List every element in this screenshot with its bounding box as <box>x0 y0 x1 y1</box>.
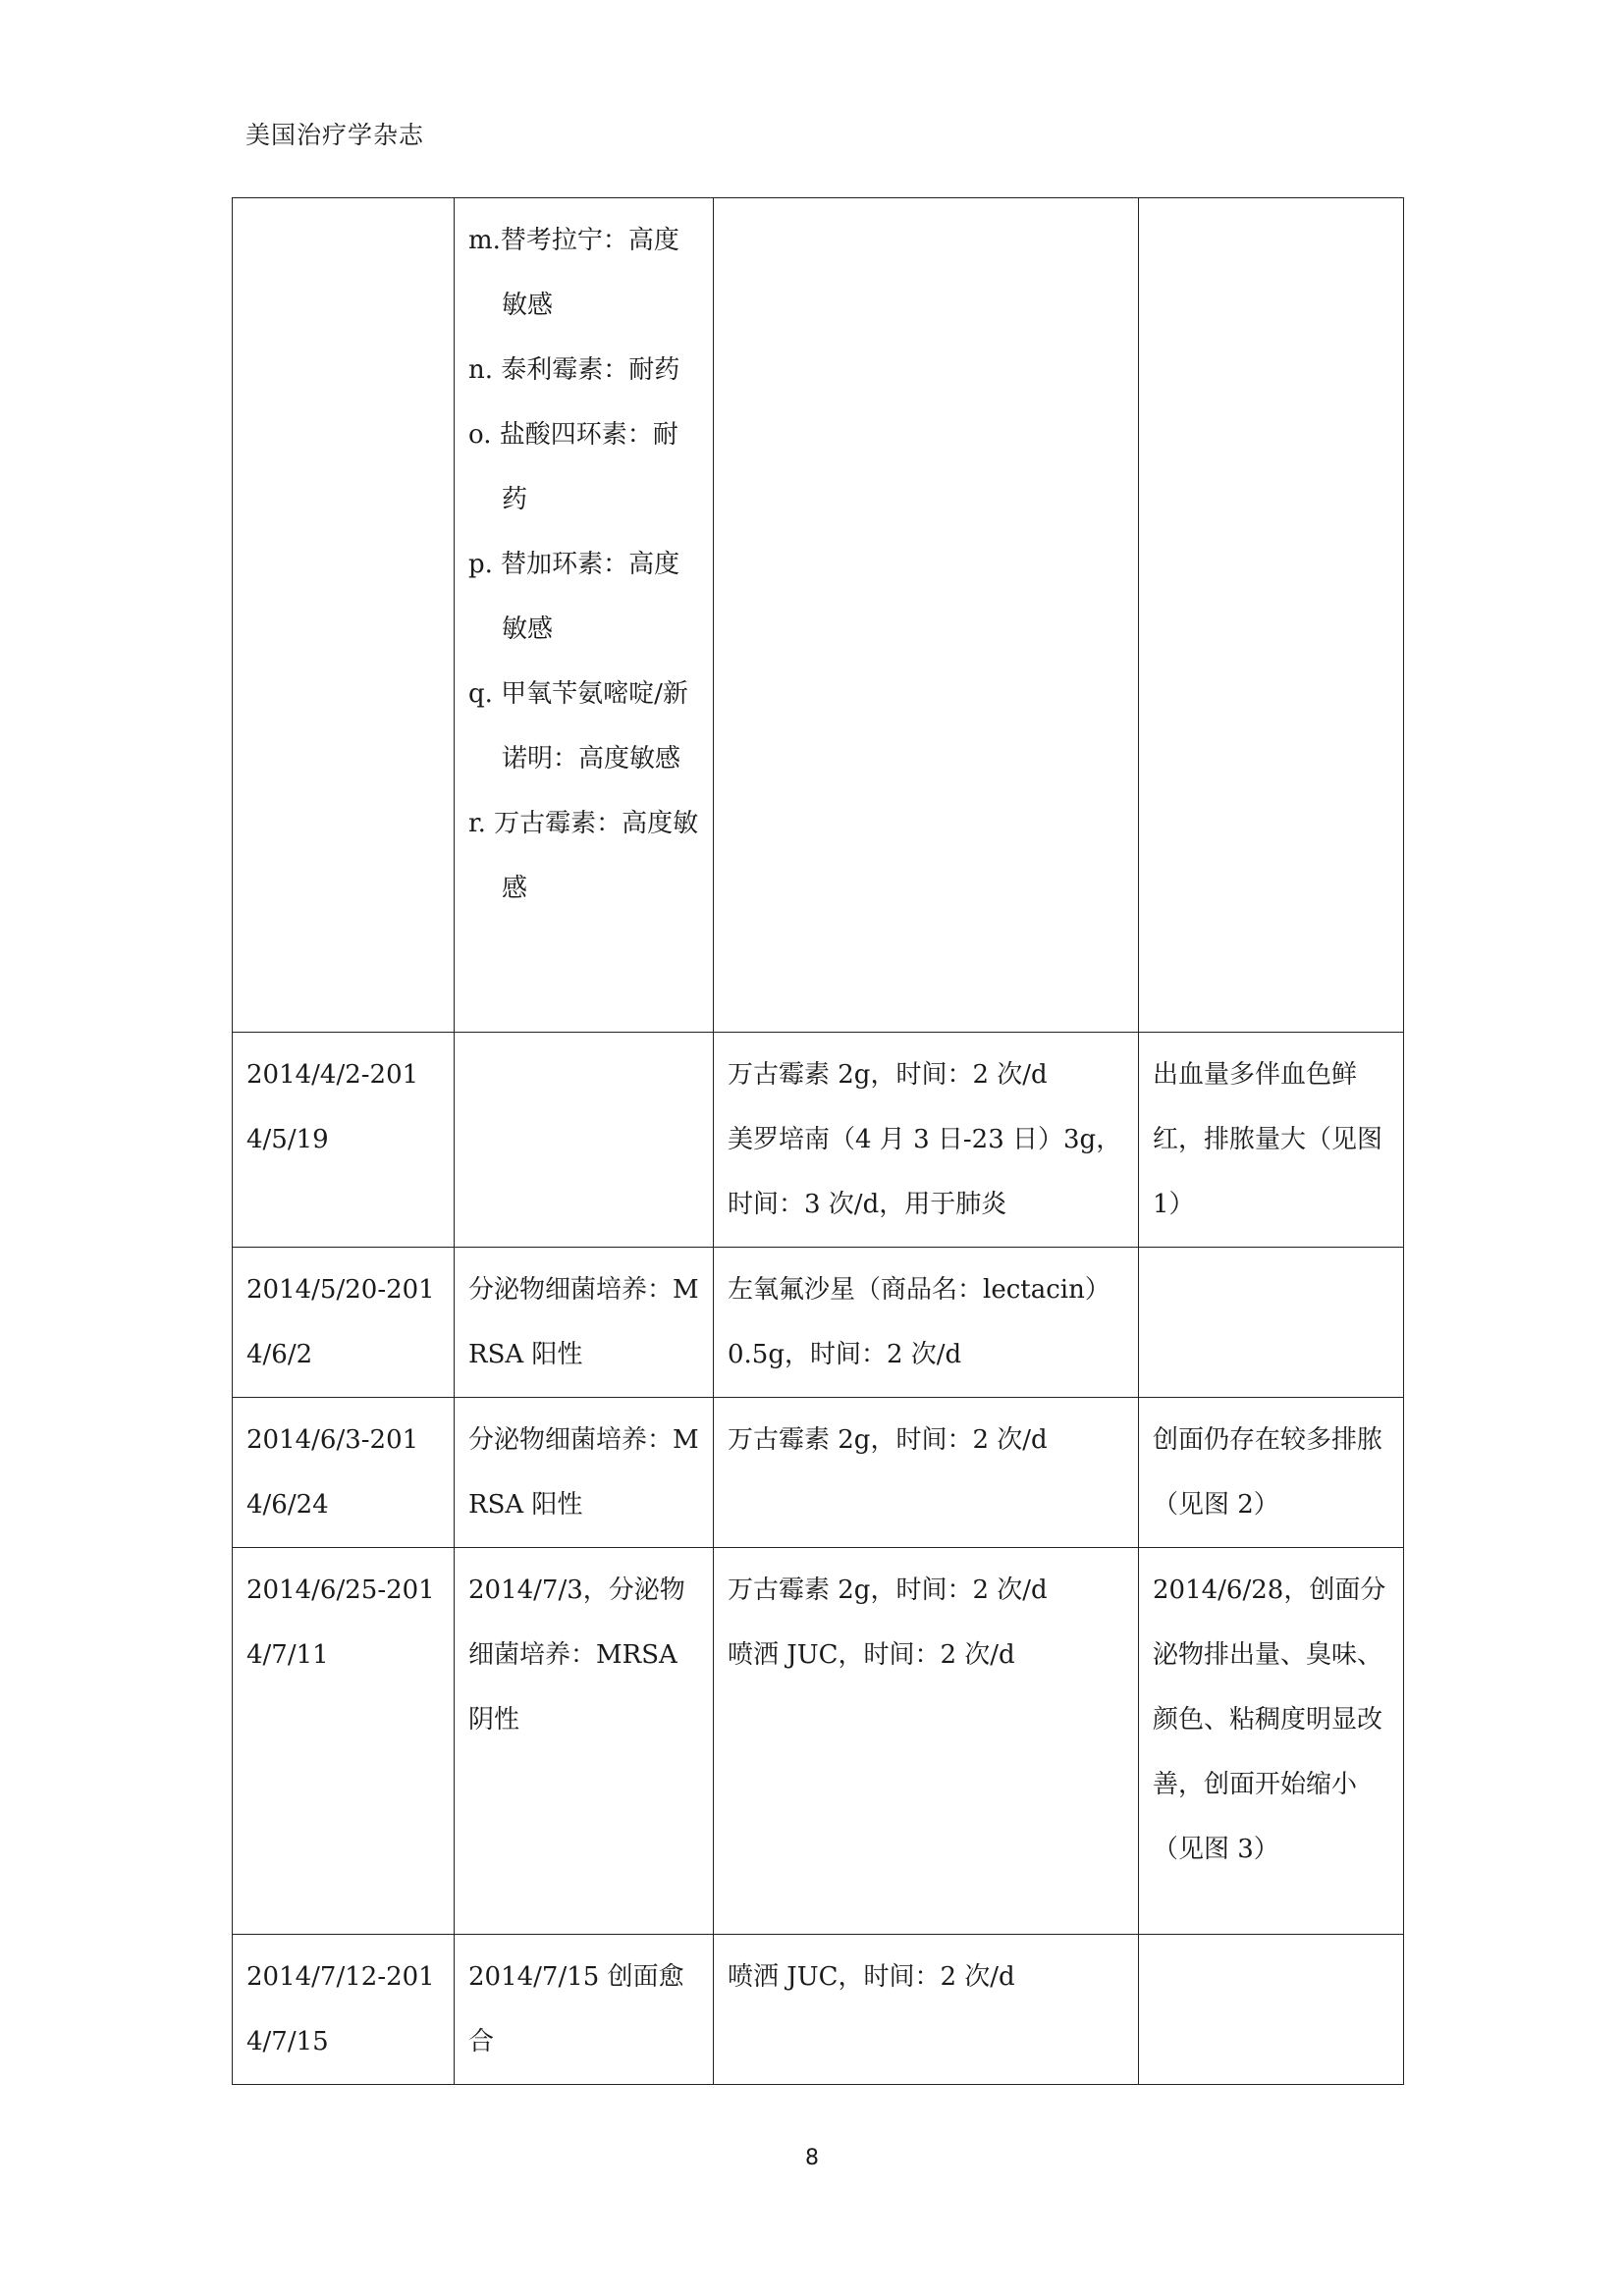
sensitivity-item: r. 万古霉素：高度敏感 <box>468 809 699 903</box>
outcome-cell <box>1139 198 1404 1033</box>
date-cell: 2014/6/25-2014/7/11 <box>233 1548 455 1935</box>
treatment-line: 左氧氟沙星（商品名：lectacin）0.5g，时间：2 次/d <box>728 1275 1110 1369</box>
treatment-cell <box>714 1548 1139 1935</box>
outcome-cell <box>1139 1935 1404 2085</box>
table-row <box>233 198 1404 1033</box>
culture-cell <box>455 1033 714 1248</box>
sensitivity-item: q. 甲氧苄氨嘧啶/新诺明：高度敏感 <box>468 679 688 774</box>
culture-cell: 分泌物细菌培养：MRSA 阳性 <box>455 1398 714 1548</box>
date-cell: 2014/7/12-2014/7/15 <box>233 1935 455 2085</box>
treatment-cell <box>714 198 1139 1033</box>
page-number: 8 <box>805 2146 819 2170</box>
treatment-cell <box>714 1935 1139 2085</box>
treatment-line: 喷洒 JUC，时间：2 次/d <box>728 1962 1015 1992</box>
outcome-cell: 出血量多伴血色鲜红，排脓量大（见图 1） <box>1139 1033 1404 1248</box>
treatment-line: 万古霉素 2g，时间：2 次/d <box>728 1425 1048 1455</box>
culture-cell <box>455 198 714 1033</box>
table-row <box>233 1548 1404 1935</box>
treatment-line: 喷洒 JUC，时间：2 次/d <box>728 1640 1015 1670</box>
table-row <box>233 1033 1404 1248</box>
culture-cell: 2014/7/15 创面愈合 <box>455 1935 714 2085</box>
journal-header: 美国治疗学杂志 <box>245 121 425 149</box>
date-cell: 2014/5/20-2014/6/2 <box>233 1248 455 1398</box>
table-row <box>233 1248 1404 1398</box>
sensitivity-item: p. 替加环素：高度敏感 <box>468 550 680 644</box>
treatment-cell <box>714 1033 1139 1248</box>
treatment-line: 万古霉素 2g，时间：2 次/d <box>728 1060 1048 1090</box>
treatment-table <box>232 197 1404 2085</box>
sensitivity-item: m.替考拉宁：高度敏感 <box>468 226 679 320</box>
date-cell <box>233 198 455 1033</box>
outcome-cell: 创面仍存在较多排脓（见图 2） <box>1139 1398 1404 1548</box>
sensitivity-item: n. 泰利霉素：耐药 <box>468 355 680 385</box>
outcome-cell <box>1139 1248 1404 1398</box>
table-row <box>233 1398 1404 1548</box>
treatment-line: 美罗培南（4 月 3 日-23 日）3g，时间：3 次/d，用于肺炎 <box>728 1125 1122 1219</box>
treatment-cell <box>714 1248 1139 1398</box>
outcome-cell: 2014/6/28，创面分泌物排出量、臭味、颜色、粘稠度明显改善，创面开始缩小（见图 3） <box>1139 1548 1404 1935</box>
culture-cell: 分泌物细菌培养：MRSA 阳性 <box>455 1248 714 1398</box>
culture-cell: 2014/7/3，分泌物细菌培养：MRSA 阴性 <box>455 1548 714 1935</box>
treatment-line: 万古霉素 2g，时间：2 次/d <box>728 1575 1048 1605</box>
treatment-cell <box>714 1398 1139 1548</box>
date-cell: 2014/4/2-2014/5/19 <box>233 1033 455 1248</box>
table-row <box>233 1935 1404 2085</box>
sensitivity-item: o. 盐酸四环素：耐药 <box>468 420 678 514</box>
date-cell: 2014/6/3-2014/6/24 <box>233 1398 455 1548</box>
